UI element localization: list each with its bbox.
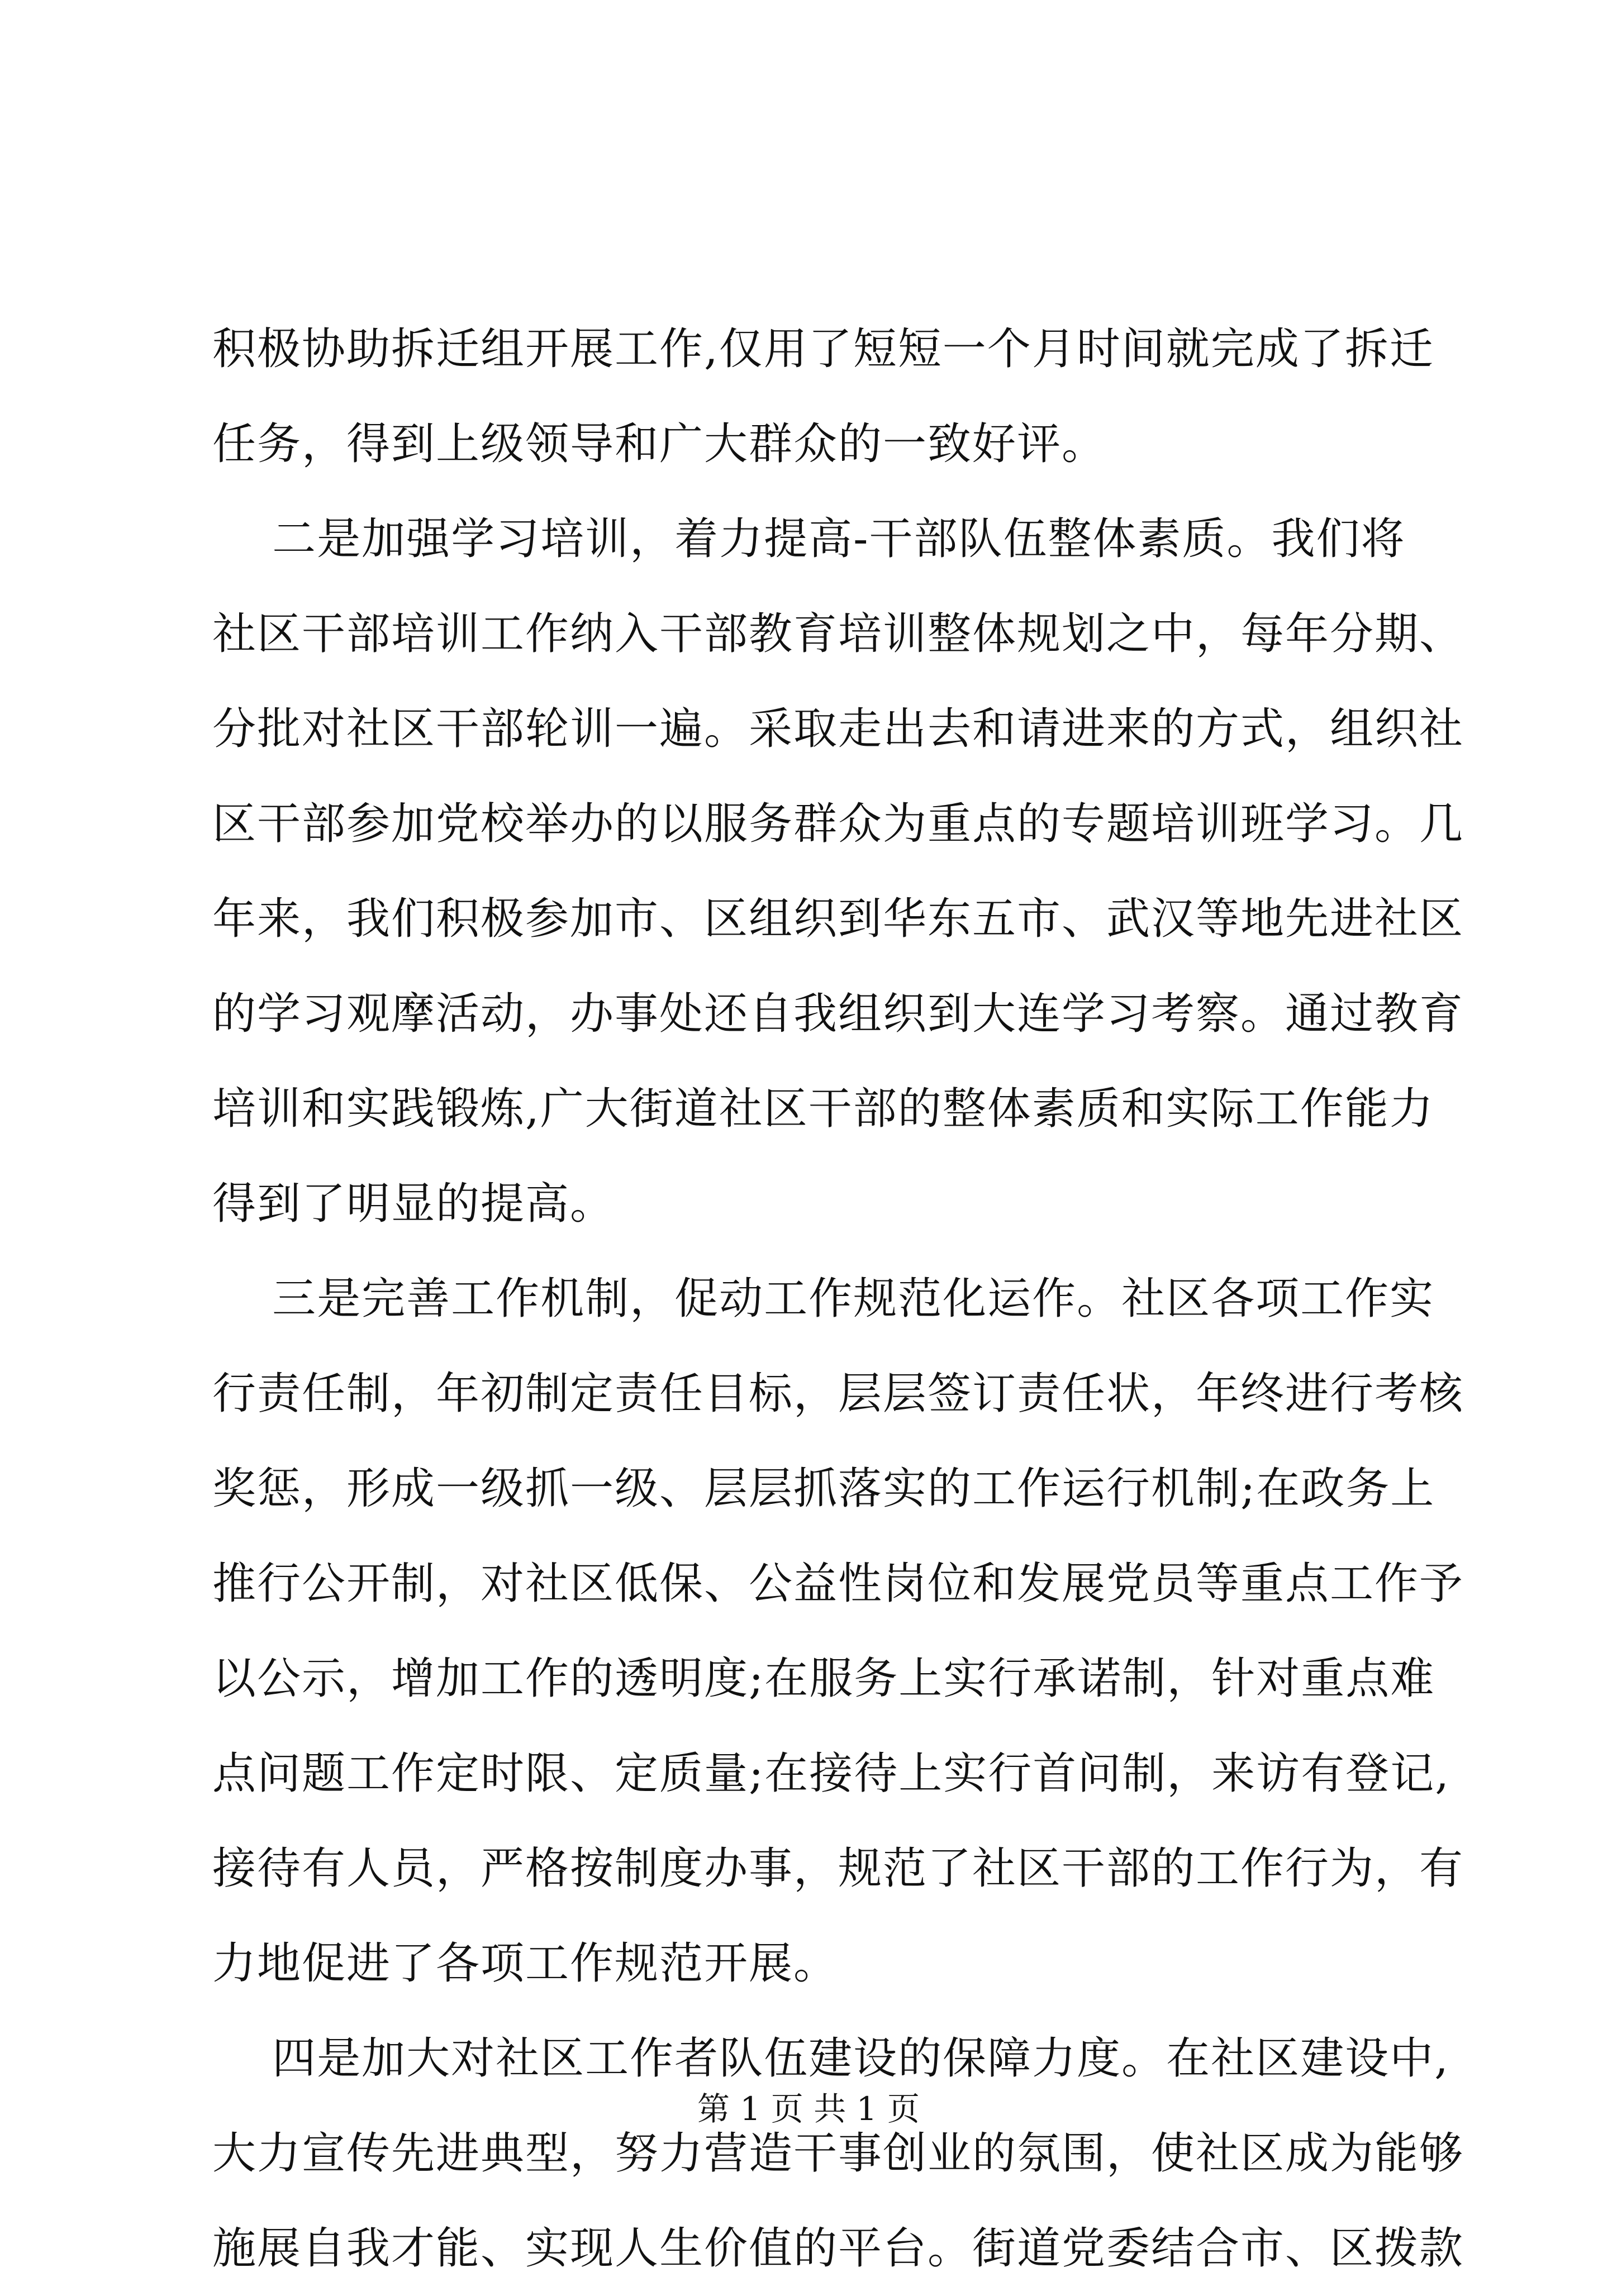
text-line: 培训和实践锻炼,广大街道社区干部的整体素质和实际工作能力 (212, 1084, 1434, 1134)
page-footer (0, 2087, 1617, 2131)
text-line: 得到了明显的提高。 (212, 1179, 615, 1229)
text-line: 的学习观摩活动，办事处还自我组织到大连学习考察。通过教育 (212, 989, 1464, 1039)
text-line: 接待有人员，严格按制度办事，规范了社区干部的工作行为，有 (212, 1844, 1464, 1894)
text-line: 分批对社区干部轮训一遍。采取走出去和请进来的方式，组织社 (212, 704, 1464, 754)
text-line: 以公示，增加工作的透明度;在服务上实行承诺制，针对重点难 (212, 1654, 1435, 1704)
text-line: 社区干部培训工作纳入干部教育培训整体规划之中，每年分期、 (212, 609, 1464, 659)
page-number-label: 第 1 页 共 1 页 (697, 2090, 920, 2128)
body-text (212, 302, 1464, 2296)
text-line: 力地促进了各项工作规范开展。 (212, 1938, 839, 1989)
text-line: 任务，得到上级领导和广大群众的一致好评。 (212, 419, 1107, 469)
text-line: 点问题工作定时限、定质量;在接待上实行首问制，来访有登记, (212, 1749, 1450, 1799)
text-line: 积极协助拆迁组开展工作,仅用了短短一个月时间就完成了拆迁 (212, 324, 1434, 374)
text-line: 三是完善工作机制，促动工作规范化运作。社区各项工作实 (212, 1274, 1435, 1324)
text-line: 行责任制，年初制定责任目标，层层签订责任状，年终进行考核 (212, 1369, 1464, 1419)
text-line: 施展自我才能、实现人生价值的平台。街道党委结合市、区拨款 (212, 2223, 1464, 2274)
text-line: 四是加大对社区工作者队伍建设的保障力度。在社区建设中, (212, 2033, 1449, 2084)
text-line: 二是加强学习培训，着力提高-干部队伍整体素质。我们将 (212, 514, 1406, 564)
text-line: 推行公开制，对社区低保、公益性岗位和发展党员等重点工作予 (212, 1559, 1464, 1609)
text-line: 大力宣传先进典型，努力营造干事创业的氛围，使社区成为能够 (212, 2128, 1464, 2179)
text-line: 区干部参加党校举办的以服务群众为重点的专题培训班学习。几 (212, 799, 1464, 849)
text-line: 奖惩，形成一级抓一级、层层抓落实的工作运行机制;在政务上 (212, 1464, 1435, 1514)
text-line: 年来，我们积极参加市、区组织到华东五市、武汉等地先进社区 (212, 894, 1464, 944)
